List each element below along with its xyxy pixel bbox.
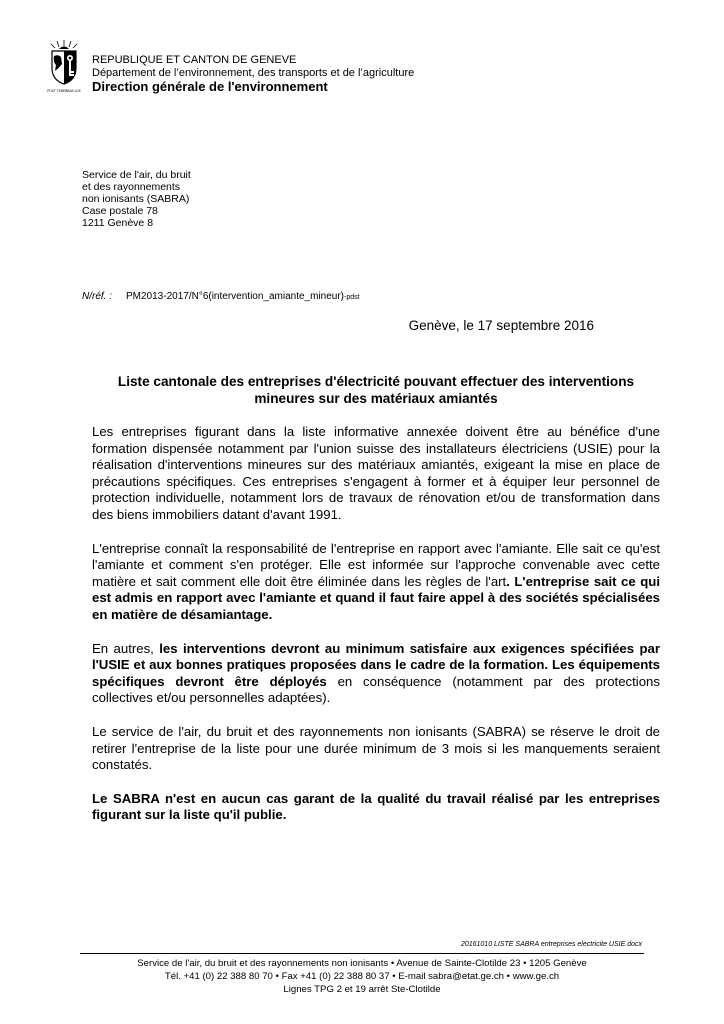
sender-line: Service de l'air, du bruit bbox=[82, 169, 191, 181]
reference-line bbox=[82, 291, 360, 304]
paragraph-2 bbox=[92, 541, 660, 624]
reference-value: PM2013-2017/N°6(intervention_amiante_mineur) bbox=[126, 291, 345, 302]
paragraph-text: En autres, bbox=[92, 640, 160, 656]
svg-text:POST TENEBRAS LUX: POST TENEBRAS LUX bbox=[47, 89, 81, 93]
paragraph-5 bbox=[92, 791, 660, 824]
paragraph-text: Le service de l'air, du bruit et des rayonnements non ionisants (SABRA) se réserve le droit de retirer l'entreprise de la liste pour une durée minimum de 3 mois si les manquements seraient constatés. bbox=[92, 723, 660, 773]
footer bbox=[0, 957, 724, 996]
letter-date: Genève, le 17 septembre 2016 bbox=[408, 318, 594, 333]
footer-line-contact: Tél. +41 (0) 22 388 80 70 • Fax +41 (0) 22 388 80 37 • E-mail sabra@etat.ge.ch • www.ge.ch bbox=[164, 971, 560, 982]
header-direction: Direction générale de l'environnement bbox=[92, 79, 328, 94]
reference-label: N/réf. : bbox=[82, 291, 113, 302]
geneva-coat-of-arms-icon bbox=[46, 38, 82, 94]
sender-line: et des rayonnements bbox=[82, 181, 181, 193]
paragraph-1 bbox=[92, 424, 660, 524]
paragraph-bold-text: . L'entreprise sait ce qui est admis en rapport avec l'amiante et quand il faut faire appel à des sociétés spécialisées en matière de désamiantage. bbox=[92, 573, 661, 622]
footer-divider bbox=[80, 953, 644, 954]
header-department: Département de l’environnement, des transports et de l’agriculture bbox=[92, 67, 415, 79]
paragraph-3 bbox=[92, 641, 660, 707]
document-body bbox=[92, 424, 660, 841]
footer-line-transport: Lignes TPG 2 et 19 arrêt Ste-Clotilde bbox=[283, 984, 441, 995]
paragraph-text: Les entreprises figurant dans la liste informative annexée doivent être au bénéfice d'une formation dispensée notamment par l'union suisse des installateurs électriciens (USIE) pour la réalisation d'interventions mineures sur des matériaux amiantés, exigeant la mise en place de précautions spécifiques. Ces entreprises s'engagent à former et à équiper leur personnel de protection individuelle, notamment lors de travaux de rénovation et/ou de transformation dans des biens immobiliers datant d'avant 1991. bbox=[92, 424, 660, 522]
paragraph-text: L'entreprise connaît la responsabilité de l'entreprise en rapport avec l'amiante. Elle sait ce qu'est l'amiante et comment s'en protéger. Elle est informée sur l'approche convenable avec cette matière et sait comment elle doit être éliminée dans les règles de l'art bbox=[92, 540, 660, 589]
document-title: Liste cantonale des entreprises d'électricité pouvant effectuer des interventions mineures sur des matériaux amiantés bbox=[117, 374, 635, 406]
reference-suffix: -pdst bbox=[344, 294, 360, 301]
sender-address bbox=[82, 169, 191, 229]
paragraph-bold-text: les interventions devront au minimum satisfaire aux exigences spécifiées par l'USIE et aux bonnes pratiques proposées dans le cadre de la formation. Les équipements spécifiques devront être déployés bbox=[92, 640, 660, 689]
paragraph-text: en conséquence (notamment par des protections collectives et/ou personnelles adaptées). bbox=[92, 673, 660, 706]
sender-line: non ionisants (SABRA) bbox=[82, 193, 190, 205]
paragraph-bold-text: Le SABRA n'est en aucun cas garant de la qualité du travail réalisé par les entreprises figurant sur la liste qu'il publie. bbox=[92, 790, 660, 823]
file-name: 20161010 LISTE SABRA entreprises electricite USIE.docx bbox=[460, 941, 642, 948]
paragraph-4 bbox=[92, 724, 660, 774]
footer-line-address: Service de l'air, du bruit et des rayonnements non ionisants • Avenue de Sainte-Clotilde 23 • 1205 Genève bbox=[137, 958, 587, 969]
sender-line: 1211 Genève 8 bbox=[82, 217, 154, 229]
header-republic: REPUBLIQUE ET CANTON DE GENEVE bbox=[92, 54, 297, 66]
sender-line: Case postale 78 bbox=[82, 205, 158, 217]
